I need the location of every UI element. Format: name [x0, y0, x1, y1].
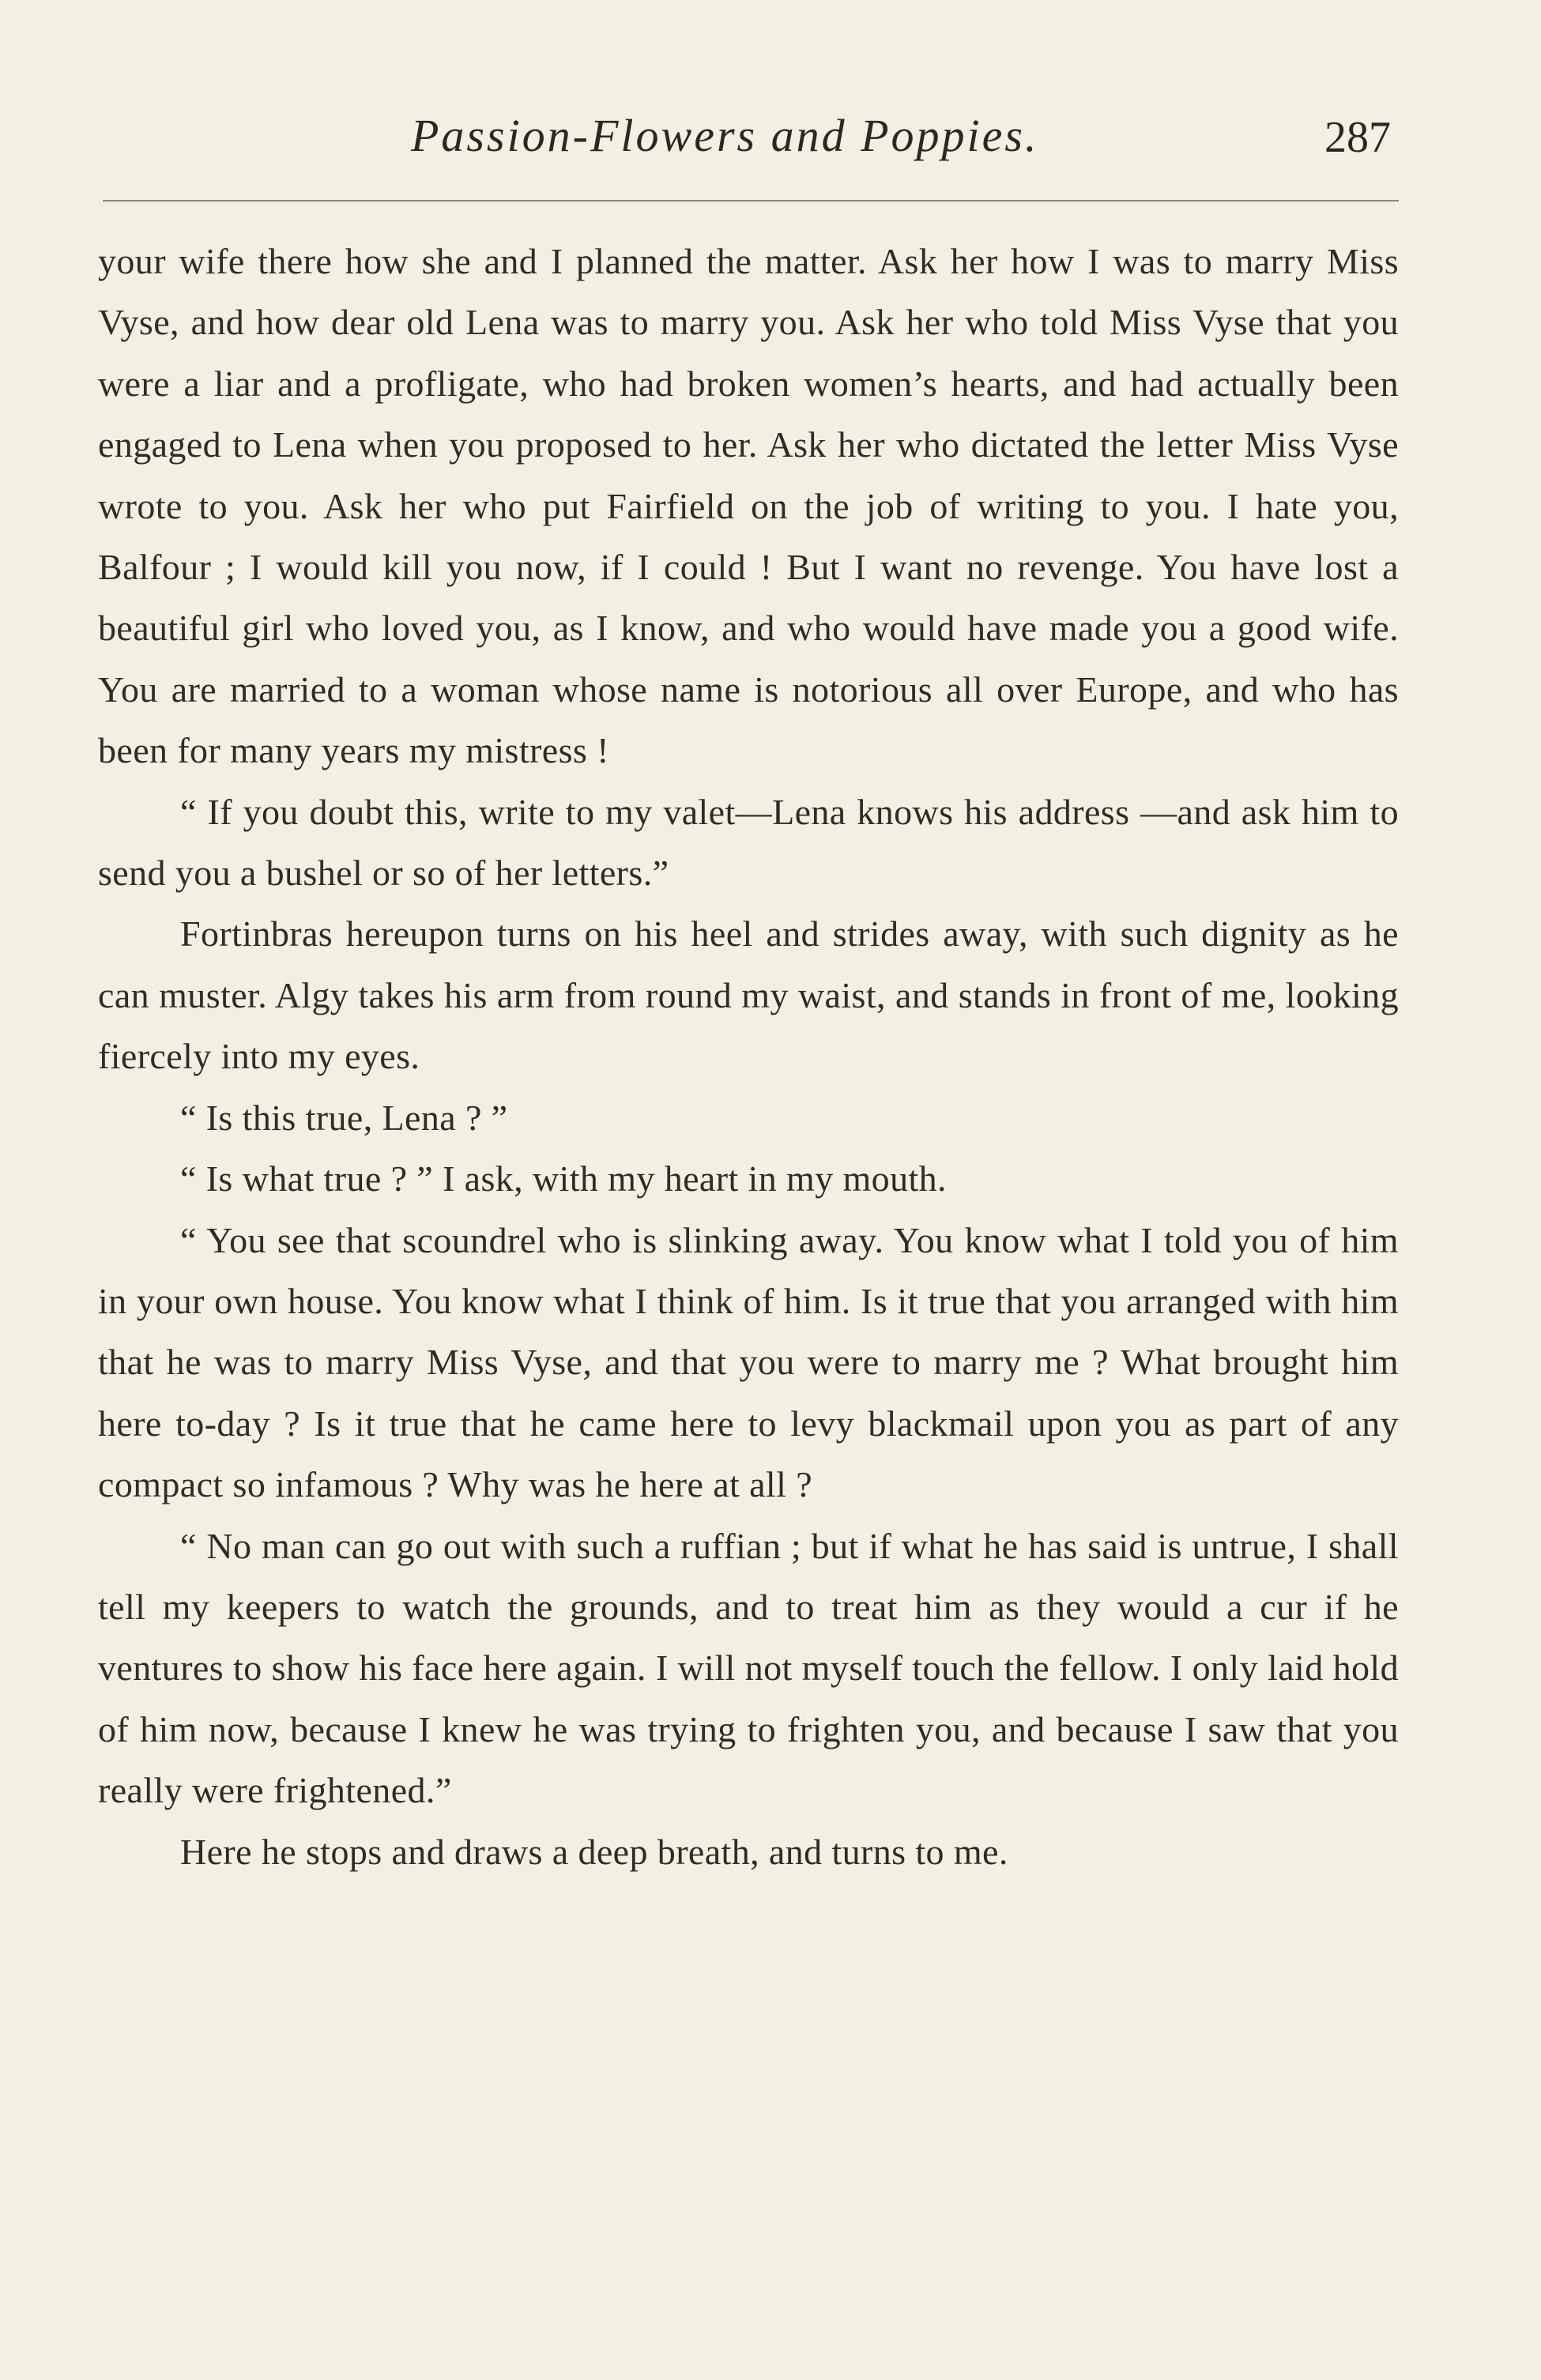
- running-head: [0, 109, 1541, 172]
- paragraph: “ If you doubt this, write to my valet—Lena knows his address —and ask him to send you a bushel or so of her letters.”: [98, 791, 1399, 894]
- paragraph: “ No man can go out with such a ruffian ; but if what he has said is untrue, I shall tell my keepers to watch the grounds, and to treat him as they would a cur if he ventures to show his face here again. I will not myself touch the fellow. I only laid hold of him now, because I knew he was trying to frighten you, and because I saw that you really were frightened.”: [98, 1525, 1399, 1811]
- paragraph: “ Is what true ? ” I ask, with my heart in my mouth.: [180, 1158, 947, 1199]
- running-title: Passion-Flowers and Poppies.: [411, 110, 1039, 161]
- paragraph: “ Is this true, Lena ? ”: [180, 1097, 508, 1138]
- paragraph: “ You see that scoundrel who is slinking away. You know what I told you of him in your own house. You know what I think of him. Is it true that you arranged with him that he was to marry Miss Vyse, and that you were to marry me ? What brought him here to-day ? Is it true that he came here to levy blackmail upon you as part of any compact so infamous ? Why was he here at all ?: [98, 1219, 1399, 1505]
- body-text: [98, 231, 1399, 1882]
- page-number: 287: [1324, 113, 1391, 162]
- paragraph: Fortinbras hereupon turns on his heel and strides away, with such dignity as he can muster. Algy takes his arm from round my waist, and stands in front of me, looking fiercely into my eyes.: [98, 913, 1399, 1077]
- paragraph: your wife there how she and I planned the matter. Ask her how I was to marry Miss Vyse, and how dear old Lena was to marry you. Ask her who told Miss Vyse that you were a liar and a profligate, who had broken women’s hearts, and had actually been engaged to Lena when you proposed to her. Ask her who dictated the letter Miss Vyse wrote to you. Ask her who put Fairfield on the job of writing to you. I hate you, Balfour ; I would kill you now, if I could ! But I want no revenge. You have lost a beautiful girl who loved you, as I know, and who would have made you a good wife. You are married to a woman whose name is notorious all over Europe, and who has been for many years my mistress !: [98, 241, 1399, 771]
- paragraph: Here he stops and draws a deep breath, and turns to me.: [180, 1831, 1008, 1872]
- header-rule: [103, 200, 1399, 201]
